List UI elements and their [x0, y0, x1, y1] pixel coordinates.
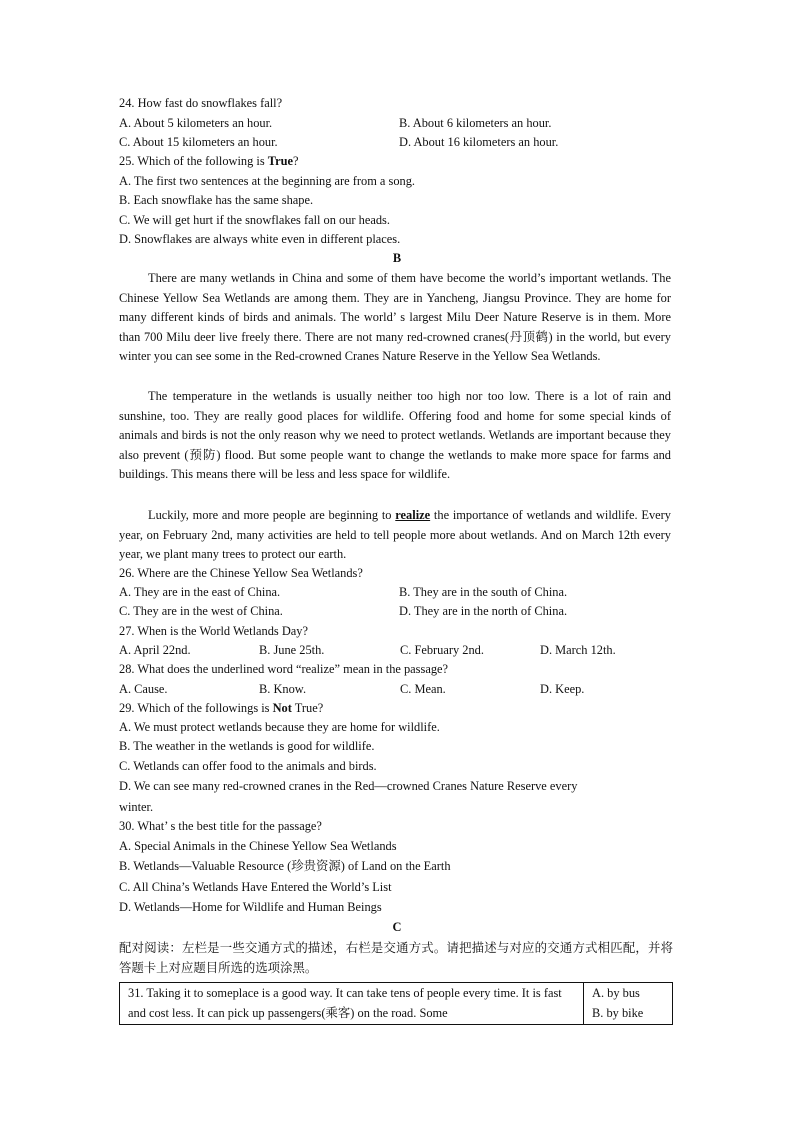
q24-option-c: C. About 15 kilometers an hour. [119, 135, 278, 149]
q25-stem [119, 152, 299, 172]
q27-option-c: C. February 2nd. [400, 643, 484, 657]
q24-option-a: A. About 5 kilometers an hour. [119, 116, 273, 130]
section-c-instructions: 配对阅读：左栏是一些交通方式的描述，右栏是交通方式。请把描述与对应的交通方式相匹配，并将答题卡上对应题目所选的选项涂黑。 [119, 940, 673, 975]
q25-stem-end: ? [293, 154, 299, 168]
option-by-bus: A. by bus [592, 986, 640, 1000]
p3-text-end: the importance of wetlands and wildlife. Every year, on February 2nd, many activities are held to tell people more about wetlands. And on March 12th every year, we plant many trees to protect our earth. [119, 508, 671, 562]
q28-option-d: D. Keep. [540, 682, 585, 696]
q30-option-d: D. Wetlands—Home for Wildlife and Human Beings [119, 900, 382, 914]
q26-option-b: B. They are in the south of China. [399, 585, 568, 599]
q29-option-d-continued: winter. [119, 800, 154, 814]
q29-option-a: A. We must protect wetlands because they are home for wildlife. [119, 720, 440, 734]
q28-option-a: A. Cause. [119, 682, 168, 696]
q25-stem-bold: True [267, 154, 294, 168]
q30-option-c: C. All China’s Wetlands Have Entered the World’s List [119, 880, 392, 894]
q25-option-b: B. Each snowflake has the same shape. [119, 193, 314, 207]
matching-table [119, 982, 673, 1025]
q25-stem-text: 25. Which of the following is [119, 154, 268, 168]
q27-option-b: B. June 25th. [259, 643, 325, 657]
q30-option-a: A. Special Animals in the Chinese Yellow Sea Wetlands [119, 839, 397, 853]
table-row [120, 983, 673, 1025]
q29-option-d: D. We can see many red-crowned cranes in the Red—crowned Cranes Nature Reserve every [119, 779, 578, 793]
q24-option-d: D. About 16 kilometers an hour. [399, 135, 559, 149]
option-by-bike: B. by bike [592, 1005, 644, 1020]
section-c-heading: C [392, 920, 402, 934]
q29-stem-text: 29. Which of the followings is [119, 701, 273, 715]
q26-option-a: A. They are in the east of China. [119, 585, 281, 599]
q25-option-c: C. We will get hurt if the snowflakes fall on our heads. [119, 213, 390, 227]
q26-option-d: D. They are in the north of China. [399, 604, 568, 618]
q27-stem: 27. When is the World Wetlands Day? [119, 624, 308, 638]
transport-options [584, 983, 673, 1025]
q28-option-b: B. Know. [259, 682, 307, 696]
q26-stem: 26. Where are the Chinese Yellow Sea Wetlands? [119, 566, 363, 580]
q28-stem: 28. What does the underlined word “realize” mean in the passage? [119, 662, 449, 676]
q27-option-d: D. March 12th. [540, 643, 616, 657]
p3-text-start: Luckily, more and more people are beginning to [148, 508, 396, 522]
passage-b-paragraph-1: There are many wetlands in China and some of them have become the world’s important wetlands. The Chinese Yellow Sea Wetlands are among them. They are in Yancheng, Jiangsu Province. They are home for many different kinds of birds and animals. The world’ s largest Milu Deer Nature Reserve is in them. More than 700 Milu deer live freely there. There are not many red-crowned cranes(丹顶鹤) in the world, but every winter you can see some in the Red-crowned Cranes Nature Reserve in the Yellow Sea Wetlands. [119, 271, 671, 364]
q27-option-a: A. April 22nd. [119, 643, 191, 657]
q31-description: 31. Taking it to someplace is a good way. It can take tens of people every time. It is fast and cost less. It can pick up passengers(乘客) on the road. Some [120, 983, 584, 1025]
q24-option-b: B. About 6 kilometers an hour. [399, 116, 552, 130]
q24-stem: 24. How fast do snowflakes fall? [119, 96, 283, 110]
q29-option-b: B. The weather in the wetlands is good for wildlife. [119, 739, 375, 753]
q29-stem-end: True? [291, 701, 324, 715]
passage-b-paragraph-2: The temperature in the wetlands is usually neither too high nor too low. There is a lot of rain and sunshine, too. They are really good places for wildlife. Offering food and home for some special kinds of animals and birds is not the only reason why we need to protect wetlands. Wetlands are important because they also prevent (预防) flood. But some people want to change the wetlands to make more space for farms and buildings. This means there will be less and less space for wildlife. [119, 389, 671, 482]
q30-stem: 30. What’ s the best title for the passage? [119, 819, 322, 833]
q25-option-a: A. The first two sentences at the beginning are from a song. [119, 174, 416, 188]
q30-option-b: B. Wetlands—Valuable Resource (珍贵资源) of Land on the Earth [119, 859, 451, 873]
q29-option-c: C. Wetlands can offer food to the animals and birds. [119, 759, 377, 773]
underlined-word-realize: realize [395, 508, 431, 522]
passage-b-paragraph-3 [119, 506, 671, 565]
q25-option-d: D. Snowflakes are always white even in different places. [119, 232, 401, 246]
q29-stem [119, 699, 323, 719]
q26-option-c: C. They are in the west of China. [119, 604, 283, 618]
section-b-heading: B [392, 251, 402, 265]
q29-stem-bold: Not [272, 701, 292, 715]
q28-option-c: C. Mean. [400, 682, 446, 696]
